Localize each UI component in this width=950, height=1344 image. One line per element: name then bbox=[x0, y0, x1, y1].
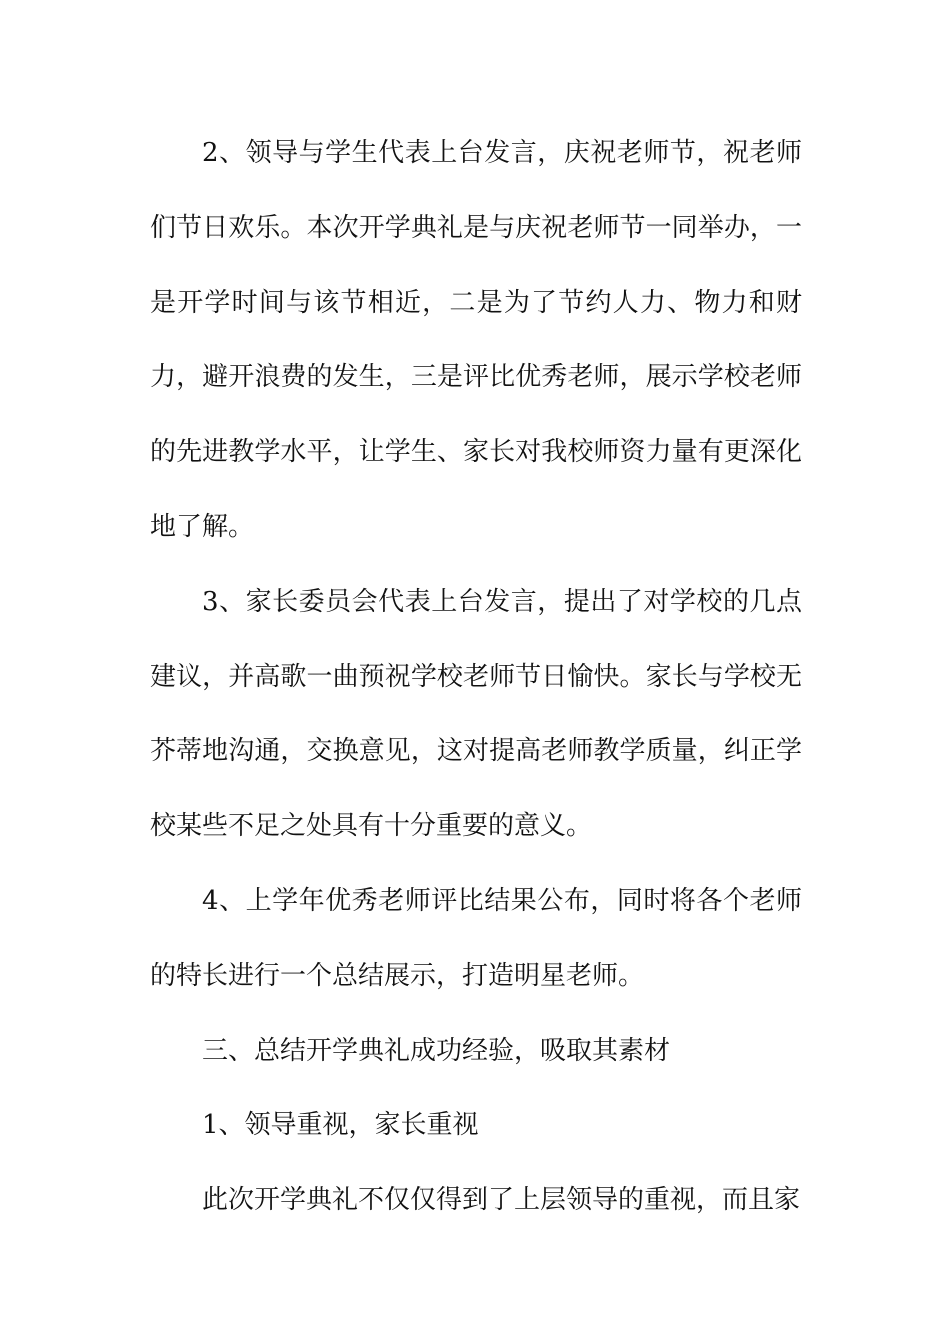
paragraph-speeches: 2、领导与学生代表上台发言，庆祝老师节，祝老师们节日欢乐。本次开学典礼是与庆祝老师节一同举办，一是开学时间与该节相近，二是为了节约人力、物力和财力，避开浪费的发生，三是评比优秀老师，展示学校老师的先进教学水平，让学生、家长对我校师资力量有更深化地了解。 bbox=[150, 138, 802, 542]
paragraph-parents-committee: 3、家长委员会代表上台发言，提出了对学校的几点建议，并高歌一曲预祝学校老师节日愉快。家长与学校无芥蒂地沟通，交换意见，这对提高老师教学质量，纠正学校某些不足之处具有十分重要的意义。 bbox=[150, 586, 802, 842]
paragraph-ceremony-attention: 此次开学典礼不仅仅得到了上层领导的重视，而且家 bbox=[202, 1185, 801, 1216]
document-body bbox=[150, 116, 802, 1238]
subheading-leadership: 1、领导重视，家长重视 bbox=[202, 1110, 479, 1141]
paragraph-teacher-awards: 4、上学年优秀老师评比结果公布，同时将各个老师的特长进行一个总结展示，打造明星老师。 bbox=[150, 885, 802, 991]
section-heading-summary: 三、总结开学典礼成功经验，吸取其素材 bbox=[202, 1035, 671, 1066]
